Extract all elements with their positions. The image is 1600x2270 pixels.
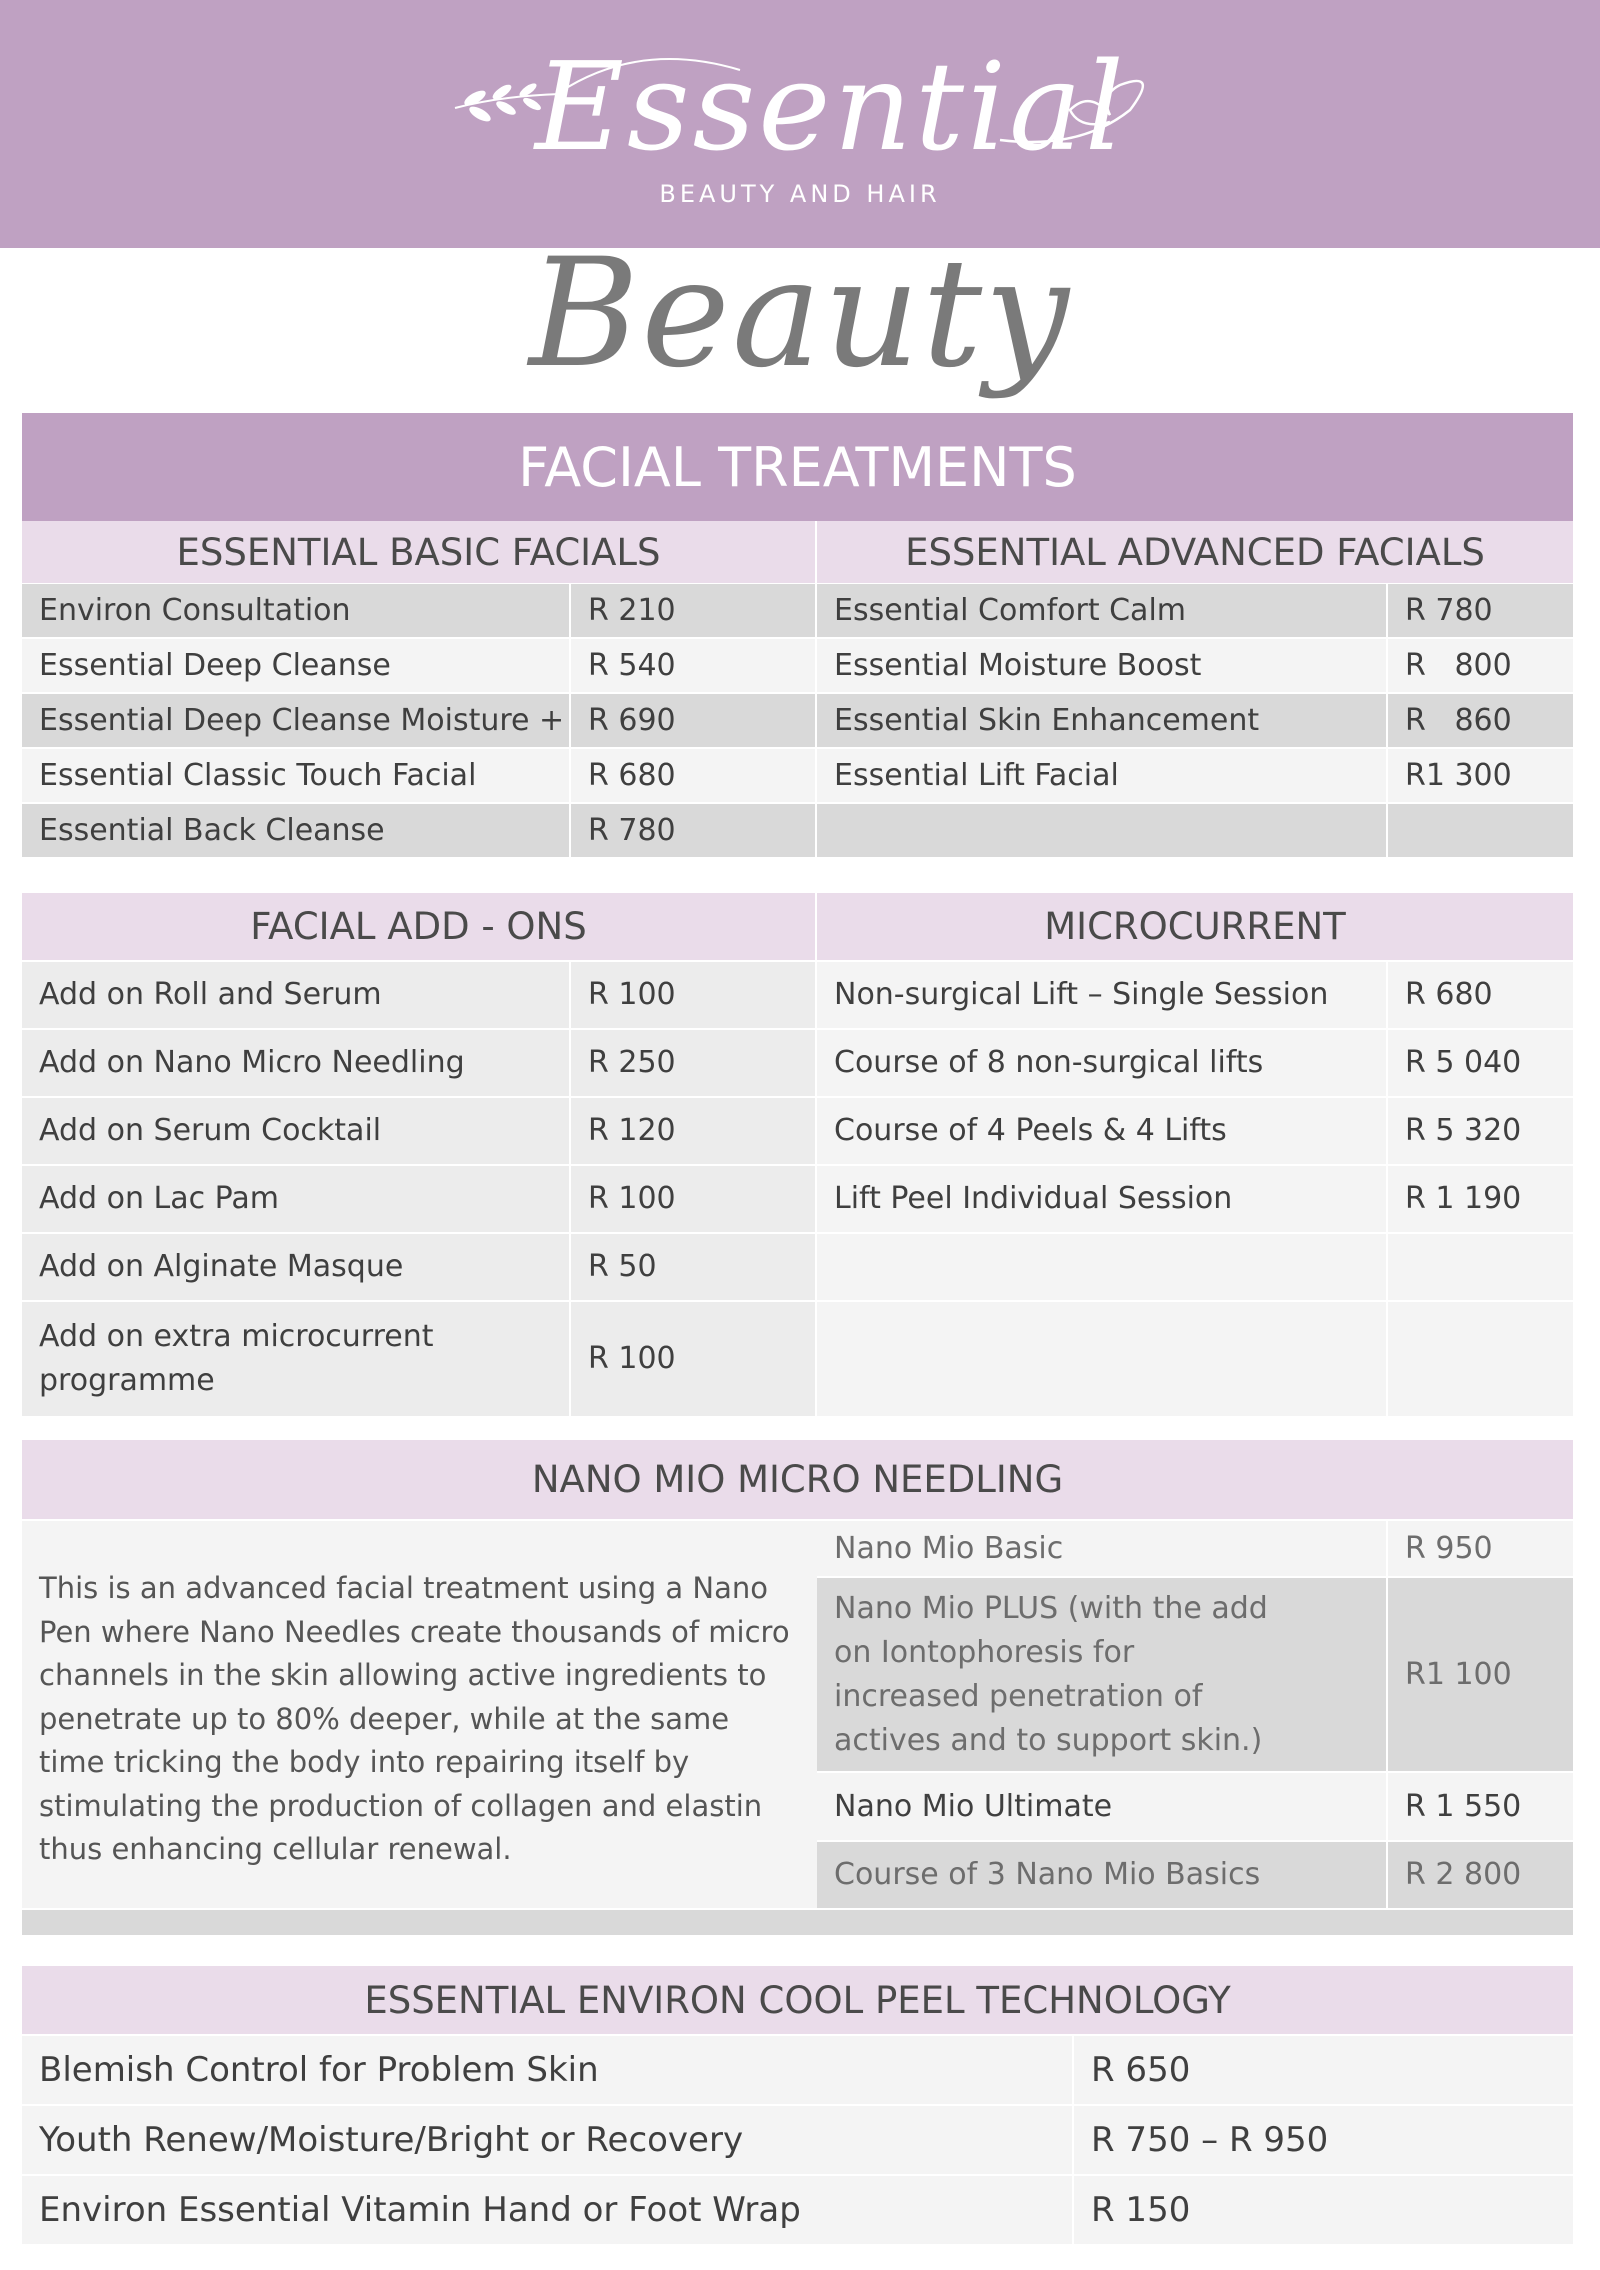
microcurrent-heading: MICROCURRENT (817, 893, 1573, 960)
brand-header (0, 0, 1600, 248)
nano-mio-heading: NANO MIO MICRO NEEDLING (22, 1440, 1573, 1519)
table-row-empty (1388, 1234, 1573, 1300)
table-row-price: R 120 (571, 1098, 815, 1164)
table-row-name: Blemish Control for Problem Skin (22, 2036, 1072, 2104)
table-row-price: R 780 (571, 804, 815, 857)
table-row-empty (1388, 804, 1573, 857)
table-row-price: R 50 (571, 1234, 815, 1300)
logo-script-text: Essential (535, 36, 1127, 178)
table-row-price: R 210 (571, 584, 815, 637)
table-row-name: Add on extra microcurrent programme (22, 1302, 569, 1416)
table-row-empty (817, 804, 1386, 857)
table-row-price: R 150 (1074, 2176, 1573, 2244)
table-row-price: R 2 800 (1388, 1842, 1573, 1908)
table-row-name: Environ Consultation (22, 584, 569, 637)
table-row-price: R 690 (571, 694, 815, 747)
table-row-name: Essential Lift Facial (817, 749, 1386, 802)
table-row-price: R 680 (1388, 962, 1573, 1028)
table-row-price: R 100 (571, 962, 815, 1028)
table-row-name: Essential Moisture Boost (817, 639, 1386, 692)
table-row-name: Nano Mio PLUS (with the add on Iontophoresis for increased penetration of actives and to support skin.) (817, 1578, 1386, 1771)
table-row-empty (1388, 1302, 1573, 1416)
table-row-name: Essential Comfort Calm (817, 584, 1386, 637)
table-row-price: R 950 (1388, 1521, 1573, 1576)
table-row-name: Essential Back Cleanse (22, 804, 569, 857)
table-row-price: R 860 (1388, 694, 1573, 747)
table-row-name: Nano Mio Basic (817, 1521, 1386, 1576)
table-row-empty (817, 1234, 1386, 1300)
table-row-price: R 5 320 (1388, 1098, 1573, 1164)
table-row-price: R 100 (571, 1302, 815, 1416)
table-row-price: R 650 (1074, 2036, 1573, 2104)
table-row-name: Add on Alginate Masque (22, 1234, 569, 1300)
table-row-name: Lift Peel Individual Session (817, 1166, 1386, 1232)
table-row-price: R 750 – R 950 (1074, 2106, 1573, 2174)
table-row-name: Add on Roll and Serum (22, 962, 569, 1028)
cool-peel-heading: ESSENTIAL ENVIRON COOL PEEL TECHNOLOGY (22, 1966, 1573, 2034)
table-row-price: R 680 (571, 749, 815, 802)
table-row-name: Non-surgical Lift – Single Session (817, 962, 1386, 1028)
table-row-name: Course of 3 Nano Mio Basics (817, 1842, 1386, 1908)
table-row-price: R1 300 (1388, 749, 1573, 802)
table-row-price: R 100 (571, 1166, 815, 1232)
table-row-price: R1 100 (1388, 1578, 1573, 1771)
table-row-price: R 540 (571, 639, 815, 692)
table-row-name: Course of 8 non-surgical lifts (817, 1030, 1386, 1096)
table-row-empty (817, 1302, 1386, 1416)
section-divider (22, 1910, 1573, 1935)
page-title: Beauty (528, 227, 1072, 401)
table-row-price: R 250 (571, 1030, 815, 1096)
table-row-price: R 780 (1388, 584, 1573, 637)
basic-facials-heading: ESSENTIAL BASIC FACIALS (22, 521, 815, 583)
advanced-facials-heading: ESSENTIAL ADVANCED FACIALS (817, 521, 1573, 583)
table-row-price: R 1 190 (1388, 1166, 1573, 1232)
table-row-name: Essential Skin Enhancement (817, 694, 1386, 747)
add-ons-heading: FACIAL ADD - ONS (22, 893, 815, 960)
table-row-price: R 5 040 (1388, 1030, 1573, 1096)
brand-logo (440, 30, 1160, 220)
table-row-name: Youth Renew/Moisture/Bright or Recovery (22, 2106, 1072, 2174)
logo-subtitle: BEAUTY AND HAIR (659, 180, 941, 208)
table-row-price: R 1 550 (1388, 1773, 1573, 1840)
table-row-name: Add on Nano Micro Needling (22, 1030, 569, 1096)
table-row-name: Nano Mio Ultimate (817, 1773, 1386, 1840)
table-row-name: Essential Deep Cleanse Moisture + (22, 694, 569, 747)
table-row-price: R 800 (1388, 639, 1573, 692)
table-row-name: Environ Essential Vitamin Hand or Foot Wrap (22, 2176, 1072, 2244)
nano-mio-description: This is an advanced facial treatment using a Nano Pen where Nano Needles create thousands of micro channels in the skin allowing active ingredients to penetrate up to 80% deeper, while at the same time tricking the body into repairing itself by stimulating the production of collagen and elastin thus enhancing cellular renewal. (22, 1521, 817, 1908)
table-row-name: Essential Classic Touch Facial (22, 749, 569, 802)
table-row-name: Add on Lac Pam (22, 1166, 569, 1232)
table-row-name: Course of 4 Peels & 4 Lifts (817, 1098, 1386, 1164)
table-row-name: Essential Deep Cleanse (22, 639, 569, 692)
section-band-facial-treatments: FACIAL TREATMENTS (22, 413, 1573, 521)
table-row-name: Add on Serum Cocktail (22, 1098, 569, 1164)
